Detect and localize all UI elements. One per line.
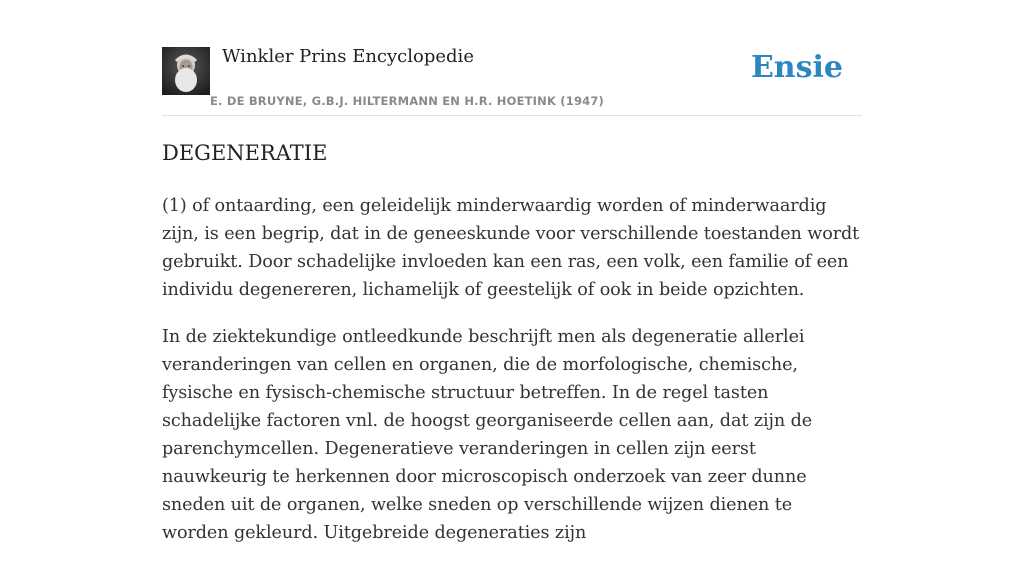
- paragraph: (1) of ontaarding, een geleidelijk minderwaardig worden of minderwaardig zijn, is een begrip, dat in de geneeskunde voor verschillende toestanden wordt gebruikt. Door schadelijke invloeden kan een ras, een volk, een familie of een individu degenereren, lichamelijk of geestelijk of ook in beide opzichten.: [162, 196, 860, 300]
- book-title: Winkler Prins Encyclopedie: [222, 46, 474, 67]
- paragraph: In de ziektekundige ontleedkunde beschrijft men als degeneratie allerlei veranderingen van cellen en organen, die de morfologische, chemische, fysische en fysisch-chemische structuur betreffen. In de regel tasten schadelijke factoren vnl. de hoogst georganiseerde cellen aan, dat zijn de parenchymcellen. Degeneratieve veranderingen in cellen zijn eerst nauwkeurig te herkennen door microscopisch onderzoek van zeer dunne sneden uit de organen, welke sneden op verschillende wijzen dienen te worden gekleurd. Uitgebreide degeneraties zijn: [162, 327, 813, 543]
- author-portrait-icon: [162, 47, 210, 95]
- article-title: DEGENERATIE: [162, 141, 328, 165]
- authors-line: E. DE BRUYNE, G.B.J. HILTERMANN EN H.R. HOETINK (1947): [210, 94, 605, 108]
- article-body: [162, 192, 860, 566]
- header: [162, 0, 862, 116]
- ensie-logo-link[interactable]: Ensie: [750, 50, 843, 85]
